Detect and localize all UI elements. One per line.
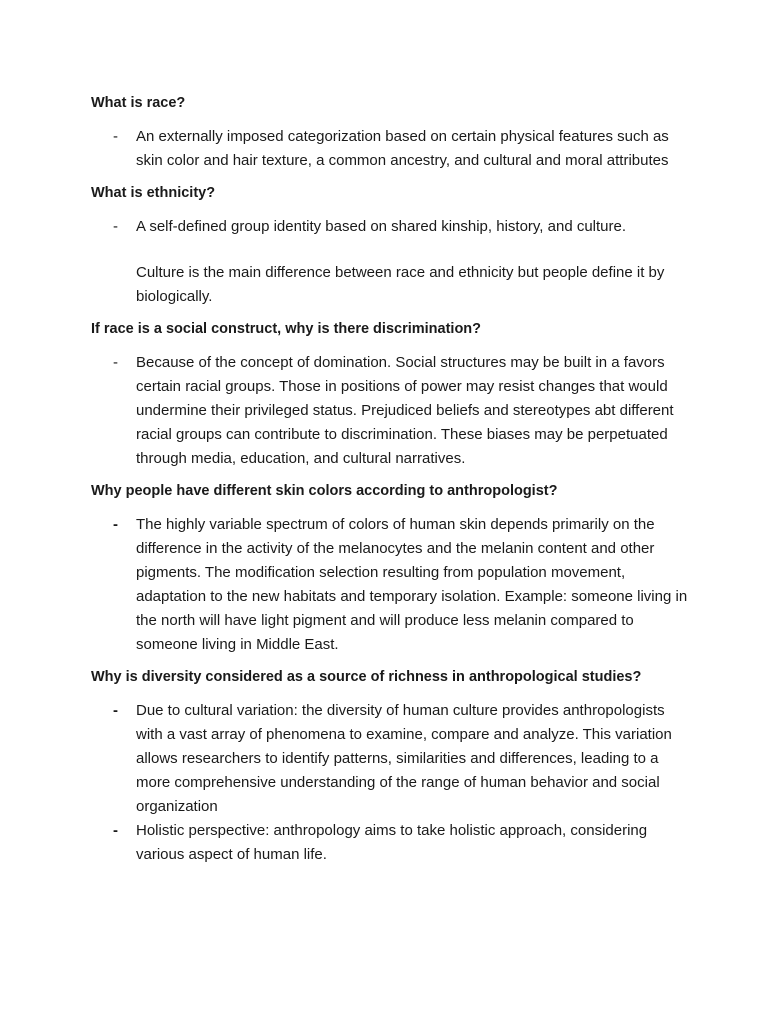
paragraph-culture: Culture is the main difference between race and ethnicity but people define it by biologically. — [136, 264, 665, 305]
heading-what-is-race: What is race? — [91, 95, 186, 111]
section-diversity — [91, 667, 691, 867]
bullet-dash: - — [113, 218, 118, 235]
bullet-text: The highly variable spectrum of colors of human skin depends primarily on the difference in the activity of the melanocytes and the melanin content and other pigments. The modification selection resulting from population movement, adaptation to the new habitats and temporary isolation. Example: someone living in the north will have light pigment and will produce less melanin compared to someone living in Middle East. — [136, 516, 688, 653]
bullet-item — [91, 125, 691, 173]
heading-skin-colors: Why people have different skin colors according to anthropologist? — [91, 483, 558, 499]
heading-what-is-ethnicity: What is ethnicity? — [91, 185, 216, 201]
bullet-dash: - — [113, 354, 118, 371]
document-body — [91, 93, 691, 877]
bullet-item — [91, 699, 691, 819]
bullet-text: A self-defined group identity based on shared kinship, history, and culture. — [136, 218, 627, 235]
bullet-item — [91, 819, 691, 867]
bullet-item — [91, 513, 691, 657]
section-discrimination — [91, 319, 691, 471]
bullet-dash: - — [113, 516, 118, 533]
bullet-text: An externally imposed categorization based on certain physical features such as skin color and hair texture, a common ancestry, and cultural and moral attributes — [136, 128, 669, 169]
bullet-text: Because of the concept of domination. Social structures may be built in a favors certain racial groups. Those in positions of power may resist changes that would undermine their privileged status. Prejudiced beliefs and stereotypes abt different racial groups can contribute to discrimination. These biases may be perpetuated through media, education, and cultural narratives. — [136, 354, 674, 467]
heading-discrimination: If race is a social construct, why is there discrimination? — [91, 321, 482, 337]
bullet-dash: - — [113, 128, 118, 145]
section-skin-colors — [91, 481, 691, 657]
bullet-dash: - — [113, 822, 118, 839]
bullet-item — [91, 351, 691, 471]
bullet-item — [91, 215, 691, 239]
bullet-dash: - — [113, 702, 118, 719]
heading-diversity: Why is diversity considered as a source of richness in anthropological studies? — [91, 669, 642, 685]
section-race — [91, 93, 691, 173]
section-ethnicity — [91, 183, 691, 309]
bullet-text: Holistic perspective: anthropology aims to take holistic approach, considering various aspect of human life. — [136, 822, 648, 863]
bullet-text: Due to cultural variation: the diversity of human culture provides anthropologists with a vast array of phenomena to examine, compare and analyze. This variation allows researchers to identify patterns, similarities and differences, leading to a more comprehensive understanding of the range of human behavior and social organization — [136, 702, 672, 815]
